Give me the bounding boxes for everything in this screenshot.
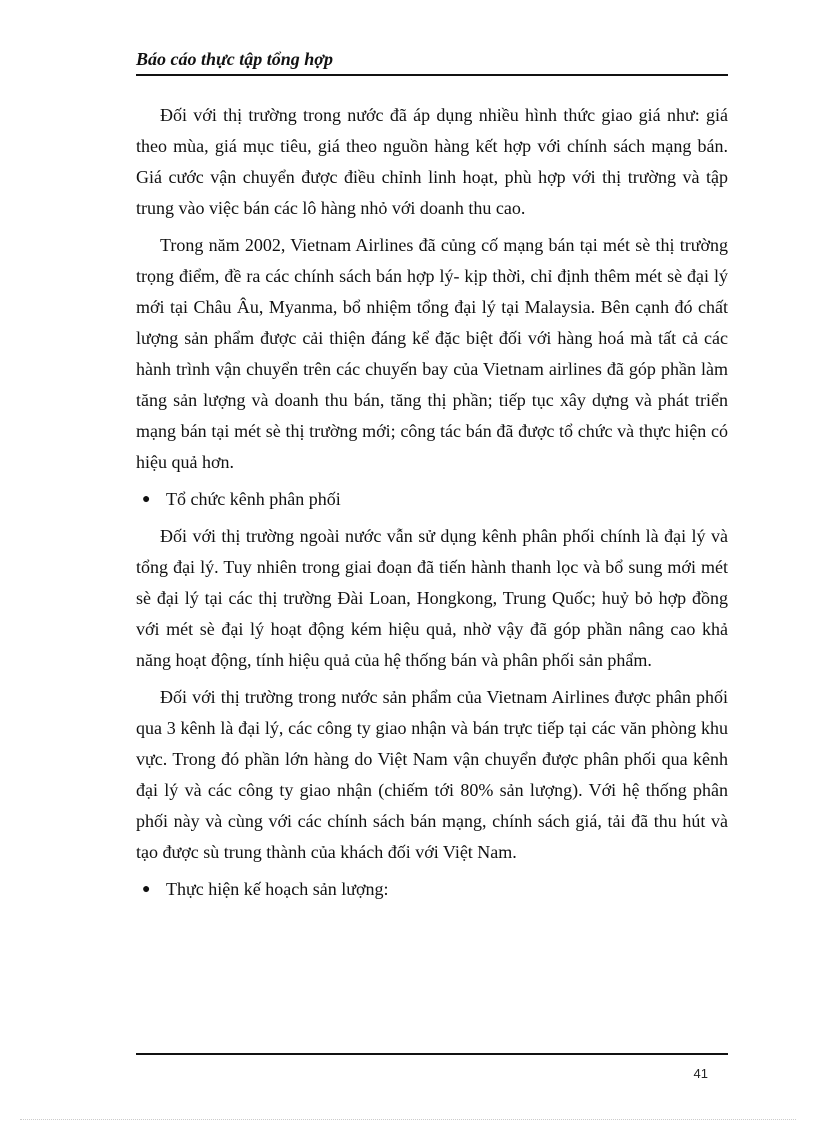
paragraph-2002-sales-network: Trong năm 2002, Vietnam Airlines đã củng cố mạng bán tại mét sè thị trường trọng điểm, đề ra các chính sách bán hợp lý- kịp thời, chỉ định thêm mét sè đại lý mới tại Châu Âu, Myanma, bổ nhiệm tổng đại lý tại Malaysia. Bên cạnh đó chất lượng sản phẩm được cải thiện đáng kể đặc biệt đối với hàng hoá mà tất cả các hành trình vận chuyển trên các chuyến bay của Vietnam airlines đã góp phần làm tăng sản lượng và doanh thu bán, tăng thị phần; tiếp tục xây dựng và phát triển mạng bán tại mét sè thị trường mới; công tác bán đã được tổ chức và thực hiện có hiệu quả hơn.	[136, 235, 728, 472]
page-header	[136, 48, 728, 76]
paragraph-foreign-distribution: Đối với thị trường ngoài nước vẫn sử dụng kênh phân phối chính là đại lý và tổng đại lý. Tuy nhiên trong giai đoạn đã tiến hành thanh lọc và bổ sung mới mét sè đại lý tại các thị trường Đài Loan, Hongkong, Trung Quốc; huỷ bỏ hợp đồng với mét sè đại lý hoạt động kém hiệu quả, nhờ vậy đã góp phần nâng cao khả năng hoạt động, tính hiệu quả của hệ thống bán và phân phối sản phẩm.	[136, 526, 728, 670]
paragraph-domestic-pricing: Đối với thị trường trong nước đã áp dụng nhiều hình thức giao giá như: giá theo mùa, giá mục tiêu, giá theo nguồn hàng kết hợp với chính sách mạng bán. Giá cước vận chuyển được điều chỉnh linh hoạt, phù hợp với thị trường và tập trung vào việc bán các lô hàng nhỏ với doanh thu cao.	[136, 105, 728, 218]
bullet-icon: ●	[142, 882, 151, 897]
footer-divider	[136, 1053, 728, 1055]
page-number: 41	[693, 1066, 708, 1081]
paragraph-domestic-distribution: Đối với thị trường trong nước sản phẩm của Vietnam Airlines được phân phối qua 3 kênh là đại lý, các công ty giao nhận và bán trực tiếp tại các văn phòng khu vực. Trong đó phần lớn hàng do Việt Nam vận chuyển được phân phối qua kênh đại lý và các công ty giao nhận (chiếm tới 80% sản lượng). Với hệ thống phân phối này và cùng với các chính sách bán mạng, chính sách giá, tải đã thu hút và tạo được sù trung thành của khách đối với Việt Nam.	[136, 687, 728, 862]
page-content	[136, 100, 728, 911]
bullet-item	[136, 484, 728, 515]
bullet-icon: ●	[142, 492, 151, 507]
page-bottom-border	[20, 1119, 796, 1120]
bullet-item	[136, 874, 728, 905]
bullet-text: Tổ chức kênh phân phối	[166, 489, 341, 509]
bullet-text: Thực hiện kế hoạch sản lượng:	[166, 879, 389, 899]
header-title: Báo cáo thực tập tổng hợp	[136, 49, 333, 69]
